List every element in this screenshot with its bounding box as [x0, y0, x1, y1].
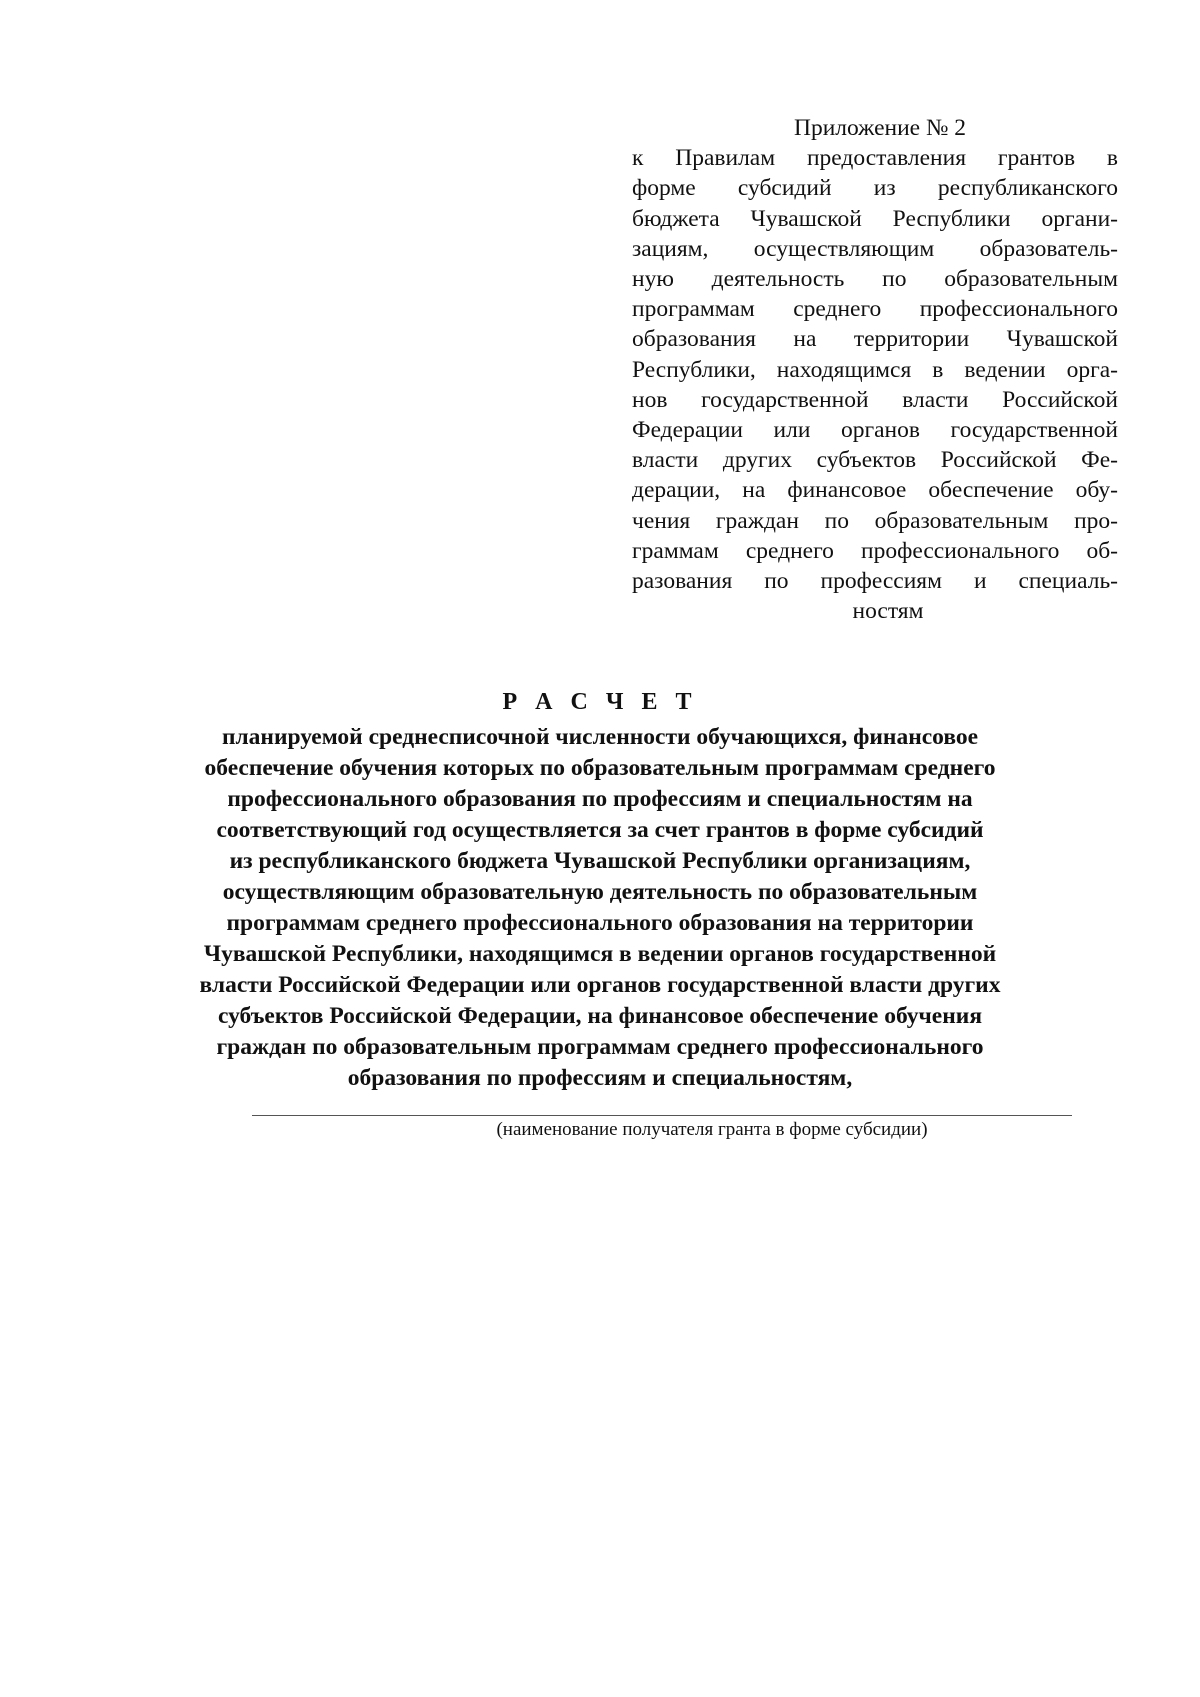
appendix-block [632, 113, 1118, 626]
document-subtitle: планируемой среднесписочной численности обучающихся, финансовое обеспечение обучения которых по образовательным программам среднего профессионального образования по профессиям и специальностям на соответствующий год осуществляется за счет грантов в форме субсидий из республиканского бюджета Чувашской Республики организациям, осуществляющим образовательную деятельность по образовательным программам среднего профессионального образования на территории Чувашской Республики, находящимся в ведении органов государственной власти Российской Федерации или органов государственной власти других субъектов Российской Федерации, на финансовое обеспечение обучения граждан по образовательным программам среднего профессионального образования по профессиям и специальностям, [199, 724, 1001, 1091]
document-title: Р А С Ч Е Т [502, 689, 698, 715]
appendix-number: Приложение № 2 [793, 115, 967, 141]
recipient-name-caption: (наименование получателя гранта в форме субсидии) [496, 1119, 928, 1140]
appendix-last-line: ностям [852, 598, 924, 625]
appendix-text: к Правилам предоставления грантов в форме субсидий из республиканского бюджета Чувашской Республики органи- зациям, осуществляющим образователь- ную деятельность по образовательным программам среднего профессионального образования на территории Чувашской Республики, находящимся в ведении орга- нов государственной власти Российской Федерации или органов государственной власти других субъектов Российской Фе- дерации, на финансовое обеспечение обу- чения граждан по образовательным про- граммам среднего профессионального об- разования по профессиям и специаль- [632, 145, 1118, 595]
document-heading [150, 688, 1050, 1094]
recipient-name-line [252, 1115, 1072, 1116]
